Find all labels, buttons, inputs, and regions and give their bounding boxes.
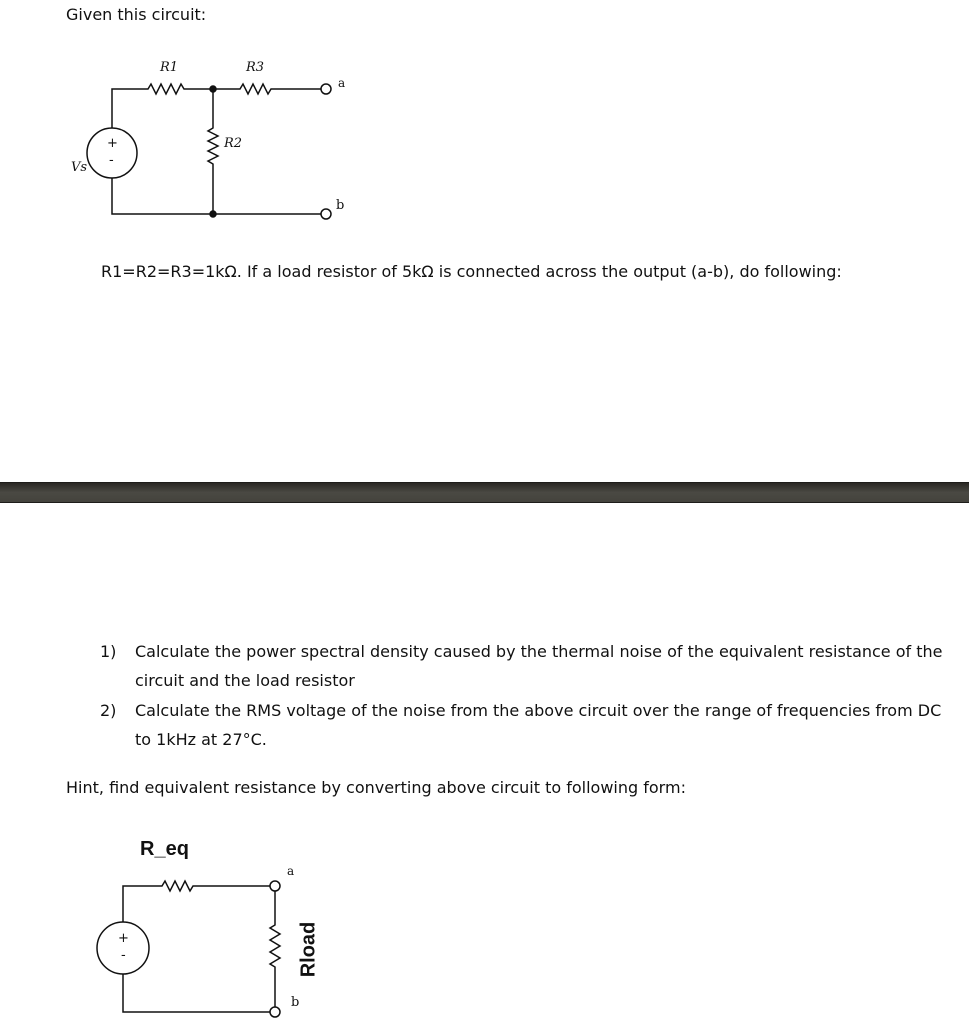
label-b: b [291, 995, 300, 1010]
divider-bar [0, 482, 969, 503]
task-number: 2) [100, 701, 117, 720]
label-rload: Rload [297, 921, 320, 978]
terminal-b [321, 209, 331, 219]
label-req: R_eq [140, 838, 189, 860]
label-a: a [287, 864, 295, 878]
label-r3: R3 [246, 60, 265, 75]
label-vs: Vs [71, 160, 88, 175]
task-text: Calculate the RMS voltage of the noise from the above circuit over the range of frequencies from DC to 1kHz at 27°C. [135, 701, 942, 749]
given-text: R1=R2=R3=1kΩ. If a load resistor of 5kΩ is connected across the output (a-b), do following: [101, 262, 842, 281]
label-b: b [336, 198, 345, 213]
terminal-b [270, 1007, 280, 1017]
task-number: 1) [100, 642, 117, 661]
label-r1: R1 [160, 60, 179, 75]
label-r2: R2 [224, 136, 243, 151]
plus-sign: + [107, 136, 118, 151]
original-circuit [87, 84, 331, 219]
minus-sign: - [109, 153, 114, 168]
plus-sign: + [118, 931, 129, 946]
minus-sign: - [121, 948, 126, 963]
label-a: a [338, 76, 346, 90]
task-text: Calculate the power spectral density caused by the thermal noise of the equivalent resistance of the circuit and the load resistor [135, 642, 943, 690]
hint-text: Hint, find equivalent resistance by converting above circuit to following form: [66, 778, 686, 797]
terminal-a [321, 84, 331, 94]
node [210, 211, 216, 217]
intro-text: Given this circuit: [66, 5, 207, 24]
node [210, 86, 216, 92]
terminal-a [270, 881, 280, 891]
